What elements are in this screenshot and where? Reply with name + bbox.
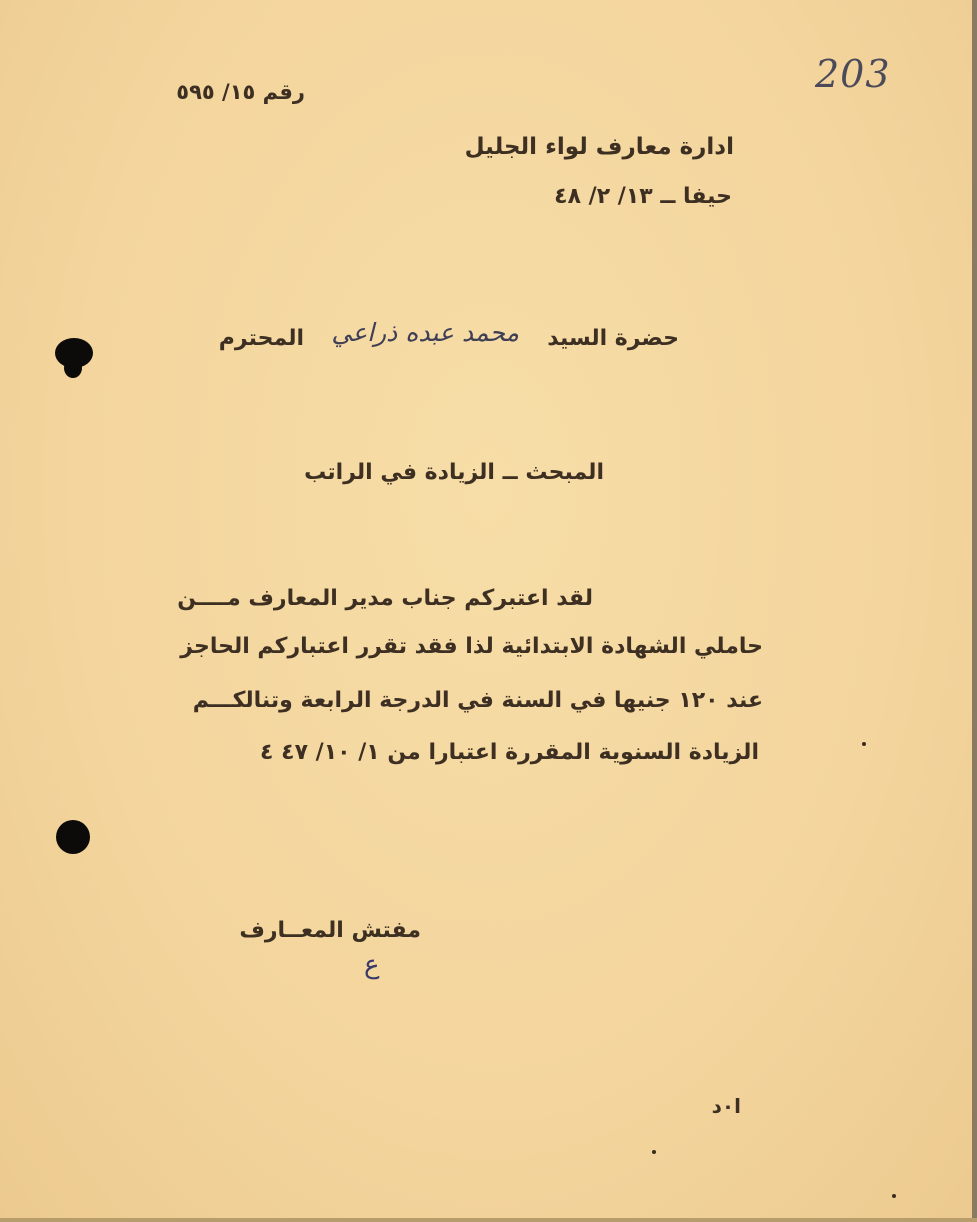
body-line-2: حاملي الشهادة الابتدائية لذا فقد تقرر اعتباركم الحاجز (180, 634, 763, 659)
signature-title: مفتش المعــارف (239, 918, 421, 943)
place-and-date: حيفا ــ ١٣/ ٢/ ٤٨ (554, 184, 732, 209)
recipient-name-handwritten: محمد عبده ذراعي (331, 318, 519, 347)
reference-number: رقم ١٥/ ٥٩٥ (176, 80, 305, 104)
punch-hole-top-tail (64, 358, 82, 378)
footer-code: ا٠د (711, 1094, 741, 1118)
subject-line: المبحث ــ الزيادة في الراتب (304, 460, 604, 485)
body-line-4: الزيادة السنوية المقررة اعتبارا من ١/ ١٠/ ٤٧ ٤ (260, 740, 759, 765)
body-line-3: عند ١٢٠ جنيها في السنة في الدرجة الرابعة وتنالكـــم (192, 688, 763, 713)
salutation-prefix: حضرة السيد (547, 326, 679, 351)
salutation-suffix: المحترم (218, 326, 304, 351)
handwritten-page-number: 203 (815, 52, 891, 96)
paper-speck (652, 1150, 656, 1154)
page-edge-right (972, 0, 977, 1222)
office-name: ادارة معارف لواء الجليل (464, 134, 734, 160)
signature-mark: ع (364, 950, 380, 980)
paper-speck (862, 742, 866, 746)
punch-hole-bottom (56, 820, 90, 854)
page-edge-bottom (0, 1218, 977, 1222)
paper-speck (892, 1194, 896, 1198)
body-line-1: لقد اعتبركم جناب مدير المعارف مــــن (177, 586, 593, 611)
